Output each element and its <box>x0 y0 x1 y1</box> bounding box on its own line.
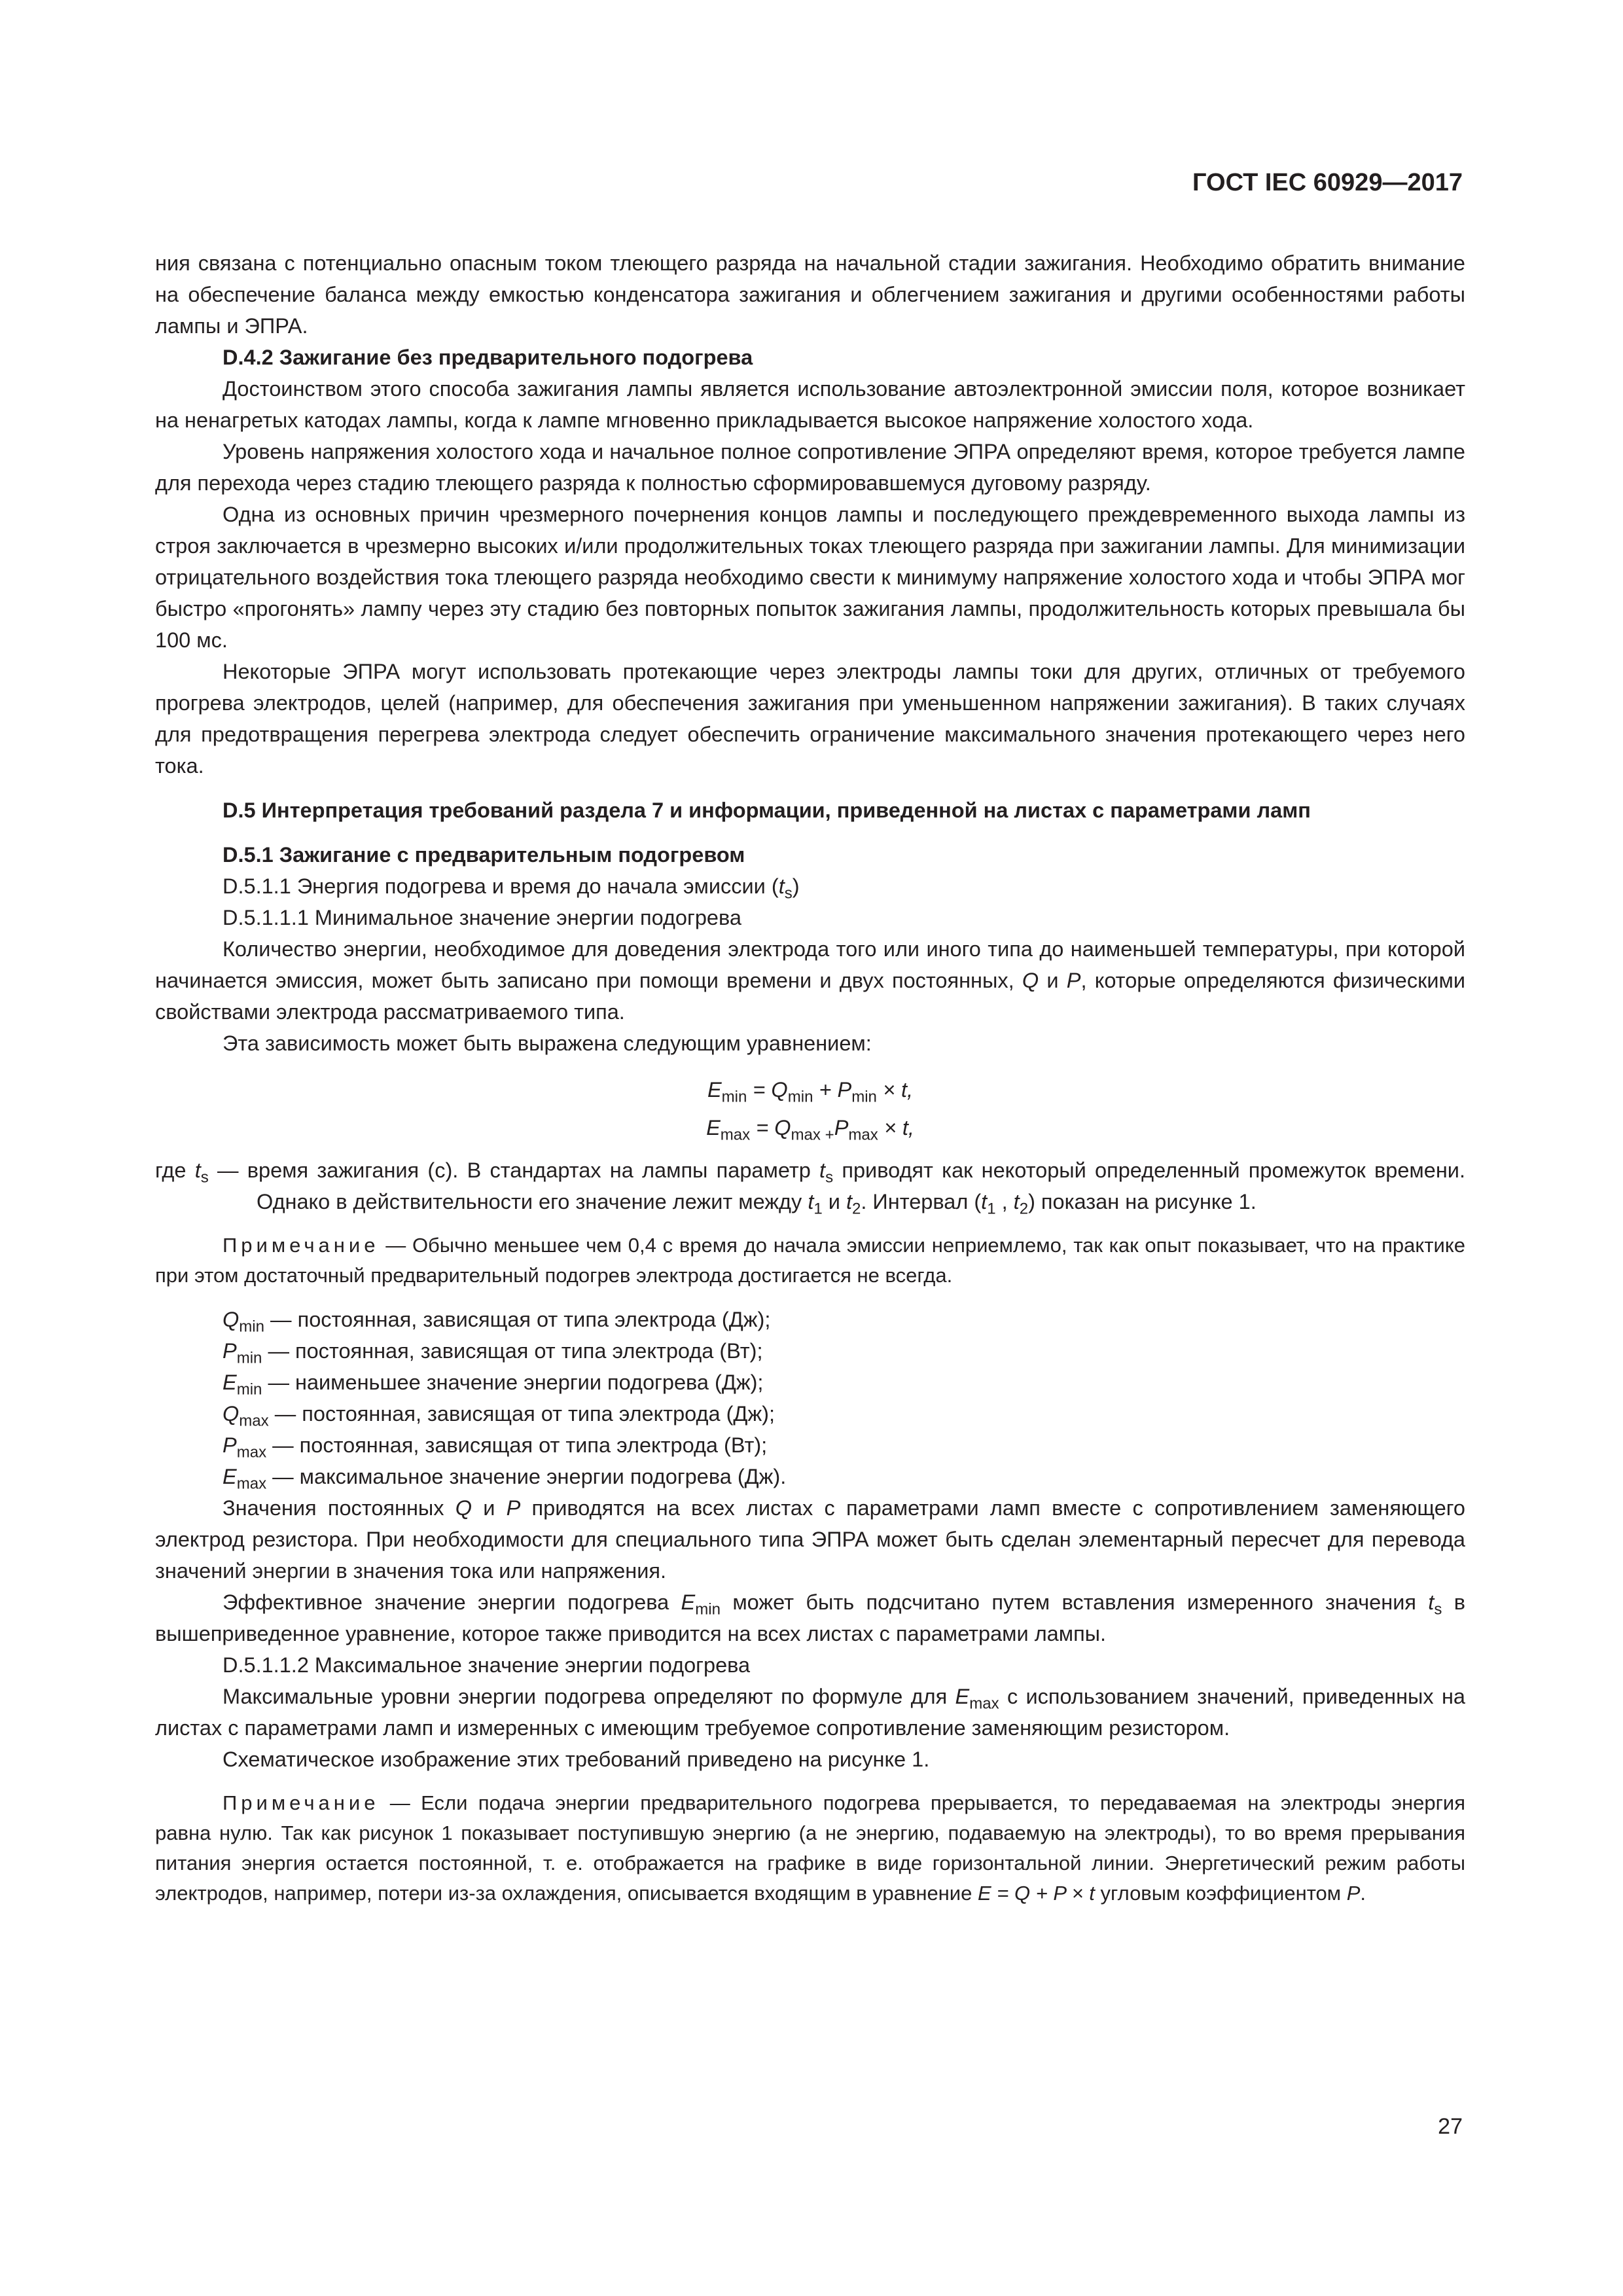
paragraph: Количество энергии, необходимое для доведения электрода того или иного типа до наименьшей температуры, при которой начинается эмиссия, может быть записано при помощи времени и двух постоянных, Q и P, которые определяются физическими свойствами электрода рассматриваемого типа. <box>155 937 1465 1024</box>
paragraph: Достоинством этого способа зажигания лампы является использование автоэлектронной эмиссии поля, которое возникает на ненагретых катодах лампы, когда к лампе мгновенно прикладывается высокое напряжение холостого хода. <box>155 377 1465 432</box>
paragraph: Уровень напряжения холостого хода и начальное полное сопротивление ЭПРА определяют время, которое требуется лампе для перехода через стадию тлеющего разряда к полностью сформировавшемуся дуговому разряду. <box>155 440 1465 495</box>
paragraph: Эффективное значение энергии подогрева $E_{min}$ может быть подсчитано путем вставления измеренного значения $t_s$ в вышеприведенное уравнение, которое также приводится на всех листах с параметрами лампы. <box>155 1590 1465 1645</box>
definition-item: $E_{min}$ — наименьшее значение энергии подогрева (Дж); <box>223 1371 764 1399</box>
paragraph-continuation: ния связана с потенциально опасным током тлеющего разряда на начальной стадии зажигания. Необходимо обратить внимание на обеспечение баланса между емкостью конденсатора зажигания и облегчением зажигания и другими особенностями работы лампы и ЭПРА. <box>155 251 1465 338</box>
section-heading-d5: D.5 Интерпретация требований раздела 7 и информации, приведенной на листах с параметрами ламп <box>223 798 1311 822</box>
paragraph: Значения постоянных Q и P приводятся на всех листах с параметрами ламп вместе с сопротивлением заменяющего электрод резистора. При необходимости для специального типа ЭПРА может быть сделан элементарный пересчет для перевода значений энергии в значения тока или напряжения. <box>155 1496 1465 1583</box>
section-heading-d42: D.4.2 Зажигание без предварительного подогрева <box>223 346 753 369</box>
equation-emin: $E_{min} = Q_{min} + P_{min} \times t$, <box>707 1078 914 1106</box>
paragraph: Эта зависимость может быть выражена следующим уравнением: <box>223 1031 872 1055</box>
paragraph: Некоторые ЭПРА могут использовать протекающие через электроды лампы токи для других, отличных от требуемого прогрева электродов, целей (например, для обеспечения зажигания при уменьшенном напряжении зажигания). В таких случаях для предотвращения перегрева электрода следует обеспечить ограничение максимального значения протекающего через него тока. <box>155 660 1465 778</box>
definitions-list <box>155 1304 1465 1492</box>
paragraph: Одна из основных причин чрезмерного почернения концов лампы и последующего преждевременного выхода лампы из строя заключается в чрезмерно высоких и/или продолжительных токах тлеющего разряда при зажигании лампы. Для минимизации отрицательного воздействия тока тлеющего разряда необходимо свести к минимуму напряжение холостого хода и чтобы ЭПРА мог быстро «прогонять» лампу через эту стадию без повторных попыток зажигания лампы, продолжительность которых превышала бы 100 мс. <box>155 503 1465 652</box>
definition-item: $Q_{min}$ — постоянная, зависящая от типа электрода (Дж); <box>223 1308 771 1336</box>
note-2: Примечание — Если подача энергии предварительного подогрева прерывается, то передаваемая на электроды энергия равна нулю. Так как рисунок 1 показывает поступившую энергию (а не энергию, подаваемую на электроды), то во время прерывания питания энергия остается постоянной, т. е. отображается на графике в виде горизонтальной линии. Энергетический режим работы электродов, например, потери из-за охлаждения, описывается входящим в уравнение E = Q + P × t угловым коэффициентом P. <box>155 1791 1465 1905</box>
definition-item: $P_{max}$ — постоянная, зависящая от типа электрода (Вт); <box>223 1433 768 1462</box>
note-1: Примечание — Обычно меньшее чем 0,4 с время до начала эмиссии неприемлемо, так как опыт показывает, что на практике при этом достаточный предварительный подогрев электрода достигается не всегда. <box>155 1234 1465 1287</box>
where-clause: где $t_s$ — время зажигания (с). В стандартах на лампы параметр $t_s$ приводят как некоторый определенный промежуток времени. Однако в действительности его значение лежит между $t_1$ и $t_2$. Интервал ($t_1$ , $t_2$) показан на рисунке 1. <box>155 1158 1465 1218</box>
standard-code-header: ГОСТ IEC 60929—2017 <box>1192 169 1463 196</box>
paragraph: Схематическое изображение этих требований приведено на рисунке 1. <box>223 1748 930 1771</box>
definition-item: $Q_{max}$ — постоянная, зависящая от типа электрода (Дж); <box>223 1402 776 1430</box>
page-content <box>155 247 1465 1909</box>
subsection-heading-d5111: D.5.1.1.1 Минимальное значение энергии подогрева <box>223 906 741 929</box>
paragraph: Максимальные уровни энергии подогрева определяют по формуле для $E_{max}$ с использованием значений, приведенных на листах с параметрами ламп и измеренных с имеющим требуемое сопротивление заменяющим резистором. <box>155 1685 1465 1740</box>
section-heading-d51: D.5.1 Зажигание с предварительным подогревом <box>223 843 745 867</box>
page-number: 27 <box>1438 2114 1463 2139</box>
definition-item: $E_{max}$ — максимальное значение энергии подогрева (Дж). <box>223 1465 787 1493</box>
definition-item: $P_{min}$ — постоянная, зависящая от типа электрода (Вт); <box>223 1339 763 1367</box>
equation-emax: $E_{max} = Q_{max +}P_{max} \times t$, <box>706 1116 914 1144</box>
subsection-heading-d511: D.5.1.1 Энергия подогрева и время до начала эмиссии $(t_s)$ <box>223 874 800 903</box>
subsection-heading-d5112: D.5.1.1.2 Максимальное значение энергии подогрева <box>223 1653 751 1677</box>
